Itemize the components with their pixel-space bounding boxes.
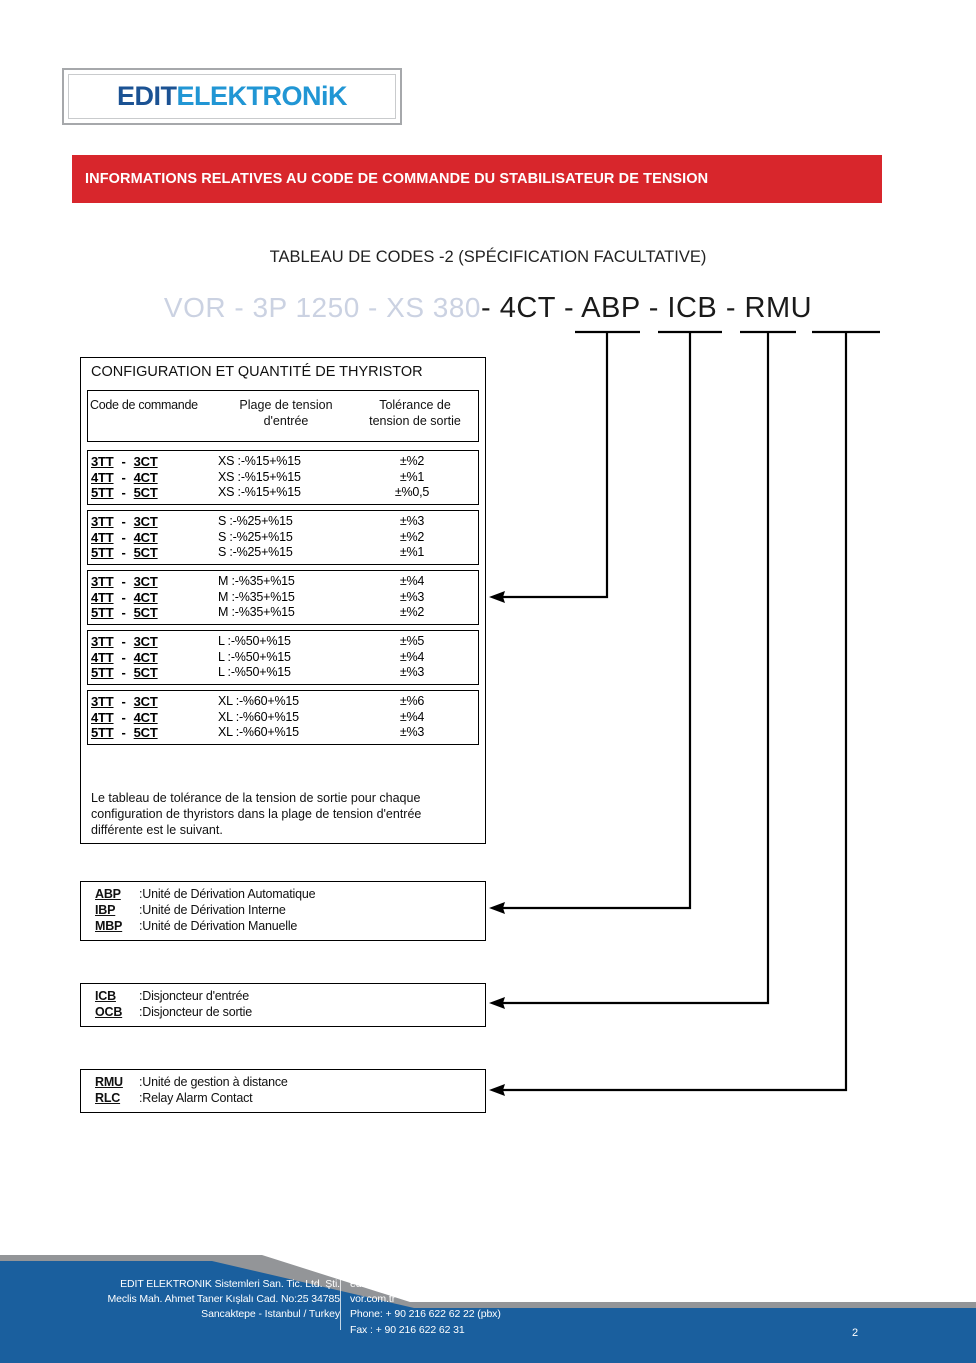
cell-code — [91, 634, 209, 649]
code-separator: - — [121, 514, 126, 529]
cell-code — [91, 530, 209, 545]
code-ct: 4CT — [133, 589, 158, 605]
cell-input-voltage-range: M :-%35+%15 — [218, 589, 295, 604]
footer-divider — [340, 1278, 341, 1330]
order-code-line — [0, 292, 976, 325]
arrowhead-4ct — [489, 591, 505, 603]
cell-code — [91, 725, 209, 740]
cell-output-tolerance: ±%4 — [399, 709, 425, 724]
definition-row — [81, 989, 485, 1005]
cell-input-voltage-range: M :-%35+%15 — [218, 574, 295, 588]
code-tt: 5TT — [91, 605, 114, 621]
arrowhead-icb — [489, 997, 505, 1009]
cell-input-voltage-range: XS :-%15+%15 — [218, 485, 301, 500]
arrowhead-abp — [489, 902, 505, 914]
cell-output-tolerance: ±%2 — [399, 529, 425, 544]
code-separator: - — [121, 725, 126, 741]
cell-input-voltage-range: XL :-%60+%15 — [218, 709, 299, 724]
footer-address — [107, 1277, 340, 1323]
cell-output-tolerance: ±%2 — [399, 454, 425, 468]
cell-code — [91, 605, 209, 620]
code-ct: 4CT — [133, 469, 158, 485]
order-code-inactive-part: VOR - 3P 1250 - XS 380 — [163, 292, 481, 323]
definition-row — [81, 1091, 485, 1107]
table-footnote: Le tableau de tolérance de la tension de sortie pour chaque configuration de thyristors dans la plage de tension d'entrée différente est le suivant. — [91, 791, 422, 837]
table-row — [88, 470, 478, 486]
footer-contact-line: vor.com.tr — [350, 1293, 396, 1306]
code-separator: - — [121, 545, 126, 561]
order-code-active-part: - 4CT - ABP - ICB - RMU — [481, 292, 813, 324]
logo-inner-frame — [68, 74, 396, 119]
footer-address-line: EDIT ELEKTRONIK Sistemleri San. Tic. Ltd. Şti. — [120, 1278, 340, 1290]
company-logo — [62, 68, 402, 125]
cell-output-tolerance: ±%3 — [399, 725, 425, 740]
code-ct: 5CT — [133, 485, 158, 501]
table-row — [88, 545, 478, 561]
code-ct: 4CT — [133, 529, 158, 545]
table-group — [87, 570, 479, 625]
table-row — [88, 574, 478, 590]
code-tt: 5TT — [91, 725, 114, 741]
definition-description: :Unité de Dérivation Automatique — [139, 887, 316, 901]
cell-input-voltage-range: XS :-%15+%15 — [218, 454, 301, 468]
logo-text-edit: EDIT — [116, 81, 177, 111]
code-tt: 4TT — [91, 649, 114, 665]
code-tt: 5TT — [91, 665, 114, 681]
code-separator: - — [121, 634, 126, 649]
code-separator: - — [121, 665, 126, 681]
table-row — [88, 485, 478, 501]
table-row — [88, 454, 478, 470]
code-ct: 4CT — [133, 709, 158, 725]
code-separator: - — [121, 694, 126, 709]
code-tt: 3TT — [91, 694, 114, 709]
table-row — [88, 725, 478, 741]
cell-code — [91, 574, 209, 589]
code-ct: 5CT — [133, 725, 158, 741]
code-ct: 3CT — [133, 634, 158, 649]
cell-input-voltage-range: L :-%50+%15 — [218, 634, 291, 648]
arrowheads — [489, 591, 505, 1096]
code-ct: 4CT — [133, 649, 158, 665]
footer-contact-line: editelektronik.com.tr — [350, 1278, 442, 1290]
code-separator: - — [121, 469, 126, 485]
code-tt: 4TT — [91, 469, 114, 485]
table-row — [88, 710, 478, 726]
cell-code — [91, 590, 209, 605]
table-row — [88, 694, 478, 710]
code-tt: 3TT — [91, 514, 114, 529]
code-separator: - — [121, 485, 126, 501]
table-group — [87, 630, 479, 685]
cell-input-voltage-range: XL :-%60+%15 — [218, 694, 299, 708]
table-group — [87, 450, 479, 505]
cell-input-voltage-range: L :-%50+%15 — [218, 665, 291, 680]
code-tt: 5TT — [91, 485, 114, 501]
column-header-code: Code de commande — [90, 398, 198, 412]
column-header-tolerance — [355, 398, 475, 429]
connector-4ct — [500, 332, 607, 597]
code-ct: 5CT — [133, 665, 158, 681]
code-tt: 5TT — [91, 545, 114, 561]
definition-description: :Disjoncteur de sortie — [139, 1005, 253, 1019]
code-tt: 3TT — [91, 454, 114, 469]
table-group — [87, 510, 479, 565]
code-separator: - — [121, 649, 126, 665]
column-header-range — [216, 398, 356, 429]
cell-input-voltage-range: L :-%50+%15 — [218, 649, 291, 664]
table-row — [88, 634, 478, 650]
cell-code — [91, 650, 209, 665]
definition-row — [81, 887, 485, 903]
definition-description: :Relay Alarm Contact — [139, 1091, 253, 1105]
code-separator: - — [121, 605, 126, 621]
table-row — [88, 605, 478, 621]
page-subtitle: TABLEAU DE CODES -2 (SPÉCIFICATION FACULTATIVE) — [269, 248, 707, 266]
page-header-title: INFORMATIONS RELATIVES AU CODE DE COMMANDE DU STABILISATEUR DE TENSION — [85, 171, 709, 187]
footer-contact-line: Fax : + 90 216 622 62 31 — [350, 1323, 465, 1336]
cell-input-voltage-range: XL :-%60+%15 — [218, 725, 299, 740]
table-row — [88, 665, 478, 681]
code-ct: 3CT — [133, 454, 158, 469]
definition-description: :Unité de Dérivation Manuelle — [139, 919, 298, 933]
cell-input-voltage-range: XS :-%15+%15 — [218, 469, 301, 484]
table-row — [88, 530, 478, 546]
code-separator: - — [121, 589, 126, 605]
cell-output-tolerance: ±%3 — [399, 514, 425, 528]
page-header-banner — [72, 155, 882, 203]
cell-code — [91, 485, 209, 500]
cell-output-tolerance: ±%0,5 — [394, 485, 430, 500]
code-separator: - — [121, 454, 126, 469]
cell-output-tolerance: ±%1 — [399, 469, 425, 484]
cell-code — [91, 545, 209, 560]
code-separator: - — [121, 709, 126, 725]
cell-input-voltage-range: S :-%25+%15 — [218, 514, 293, 528]
definition-description: :Unité de Dérivation Interne — [139, 903, 286, 917]
table-row — [88, 650, 478, 666]
thyristor-configuration-table — [80, 357, 486, 844]
footer-address-line: Meclis Mah. Ahmet Taner Kışlalı Cad. No:25 34785 — [107, 1293, 340, 1306]
cell-code — [91, 710, 209, 725]
column-header-range-line2: d'entrée — [263, 413, 309, 428]
table-row — [88, 590, 478, 606]
definition-code: OCB — [95, 1005, 123, 1019]
table-column-headers — [87, 390, 479, 442]
cell-output-tolerance: ±%4 — [399, 649, 425, 664]
footer-contact-line: Phone: + 90 216 622 62 22 (pbx) — [350, 1308, 501, 1321]
definition-row — [81, 903, 485, 919]
cell-output-tolerance: ±%6 — [399, 694, 425, 708]
logo-text-elektronik: ELEKTRONiK — [176, 81, 347, 111]
code-ct: 5CT — [133, 605, 158, 621]
logo-wordmark — [117, 81, 347, 112]
footer-address-line: Sancaktepe - Istanbul / Turkey — [201, 1308, 340, 1321]
definition-row — [81, 919, 485, 935]
code-tt: 3TT — [91, 634, 114, 649]
code-tt: 4TT — [91, 529, 114, 545]
definition-code: IBP — [95, 903, 116, 917]
footer-contact — [350, 1277, 501, 1338]
cell-input-voltage-range: S :-%25+%15 — [218, 545, 293, 560]
cell-output-tolerance: ±%4 — [399, 574, 425, 588]
definition-code: MBP — [95, 919, 123, 933]
code-ct: 5CT — [133, 545, 158, 561]
definition-row — [81, 1075, 485, 1091]
definition-description: :Unité de gestion à distance — [139, 1075, 288, 1089]
cell-input-voltage-range: M :-%35+%15 — [218, 605, 295, 620]
code-tt: 3TT — [91, 574, 114, 589]
arrowhead-rmu — [489, 1084, 505, 1096]
cell-output-tolerance: ±%3 — [399, 589, 425, 604]
cell-code — [91, 694, 209, 709]
cell-output-tolerance: ±%5 — [399, 634, 425, 648]
table-group — [87, 690, 479, 745]
column-header-tolerance-line1: Tolérance de — [379, 398, 451, 412]
definition-code: RMU — [95, 1075, 123, 1089]
column-header-tolerance-line2: tension de sortie — [369, 413, 461, 428]
cell-code — [91, 454, 209, 469]
cell-code — [91, 665, 209, 680]
definition-box — [80, 983, 486, 1027]
definition-box — [80, 1069, 486, 1113]
code-ct: 3CT — [133, 514, 158, 529]
table-row — [88, 514, 478, 530]
cell-output-tolerance: ±%2 — [399, 605, 425, 620]
table-title: CONFIGURATION ET QUANTITÉ DE THYRISTOR — [91, 364, 423, 380]
definition-description: :Disjoncteur d'entrée — [139, 989, 250, 1003]
code-tt: 4TT — [91, 589, 114, 605]
cell-code — [91, 514, 209, 529]
cell-output-tolerance: ±%3 — [399, 665, 425, 680]
code-ct: 3CT — [133, 574, 158, 589]
footer-page-number: 2 — [852, 1327, 859, 1339]
code-tt: 4TT — [91, 709, 114, 725]
cell-output-tolerance: ±%1 — [399, 545, 425, 560]
definition-box — [80, 881, 486, 941]
code-separator: - — [121, 574, 126, 589]
definition-row — [81, 1005, 485, 1021]
cell-code — [91, 470, 209, 485]
column-header-range-line1: Plage de tension — [239, 398, 333, 412]
definition-code: RLC — [95, 1091, 121, 1105]
connector-rmu — [500, 332, 846, 1090]
cell-input-voltage-range: S :-%25+%15 — [218, 529, 293, 544]
definition-code: ICB — [95, 989, 116, 1003]
connector-abp — [500, 332, 690, 908]
code-separator: - — [121, 529, 126, 545]
connector-icb — [500, 332, 768, 1003]
definition-code: ABP — [95, 887, 121, 901]
code-ct: 3CT — [133, 694, 158, 709]
